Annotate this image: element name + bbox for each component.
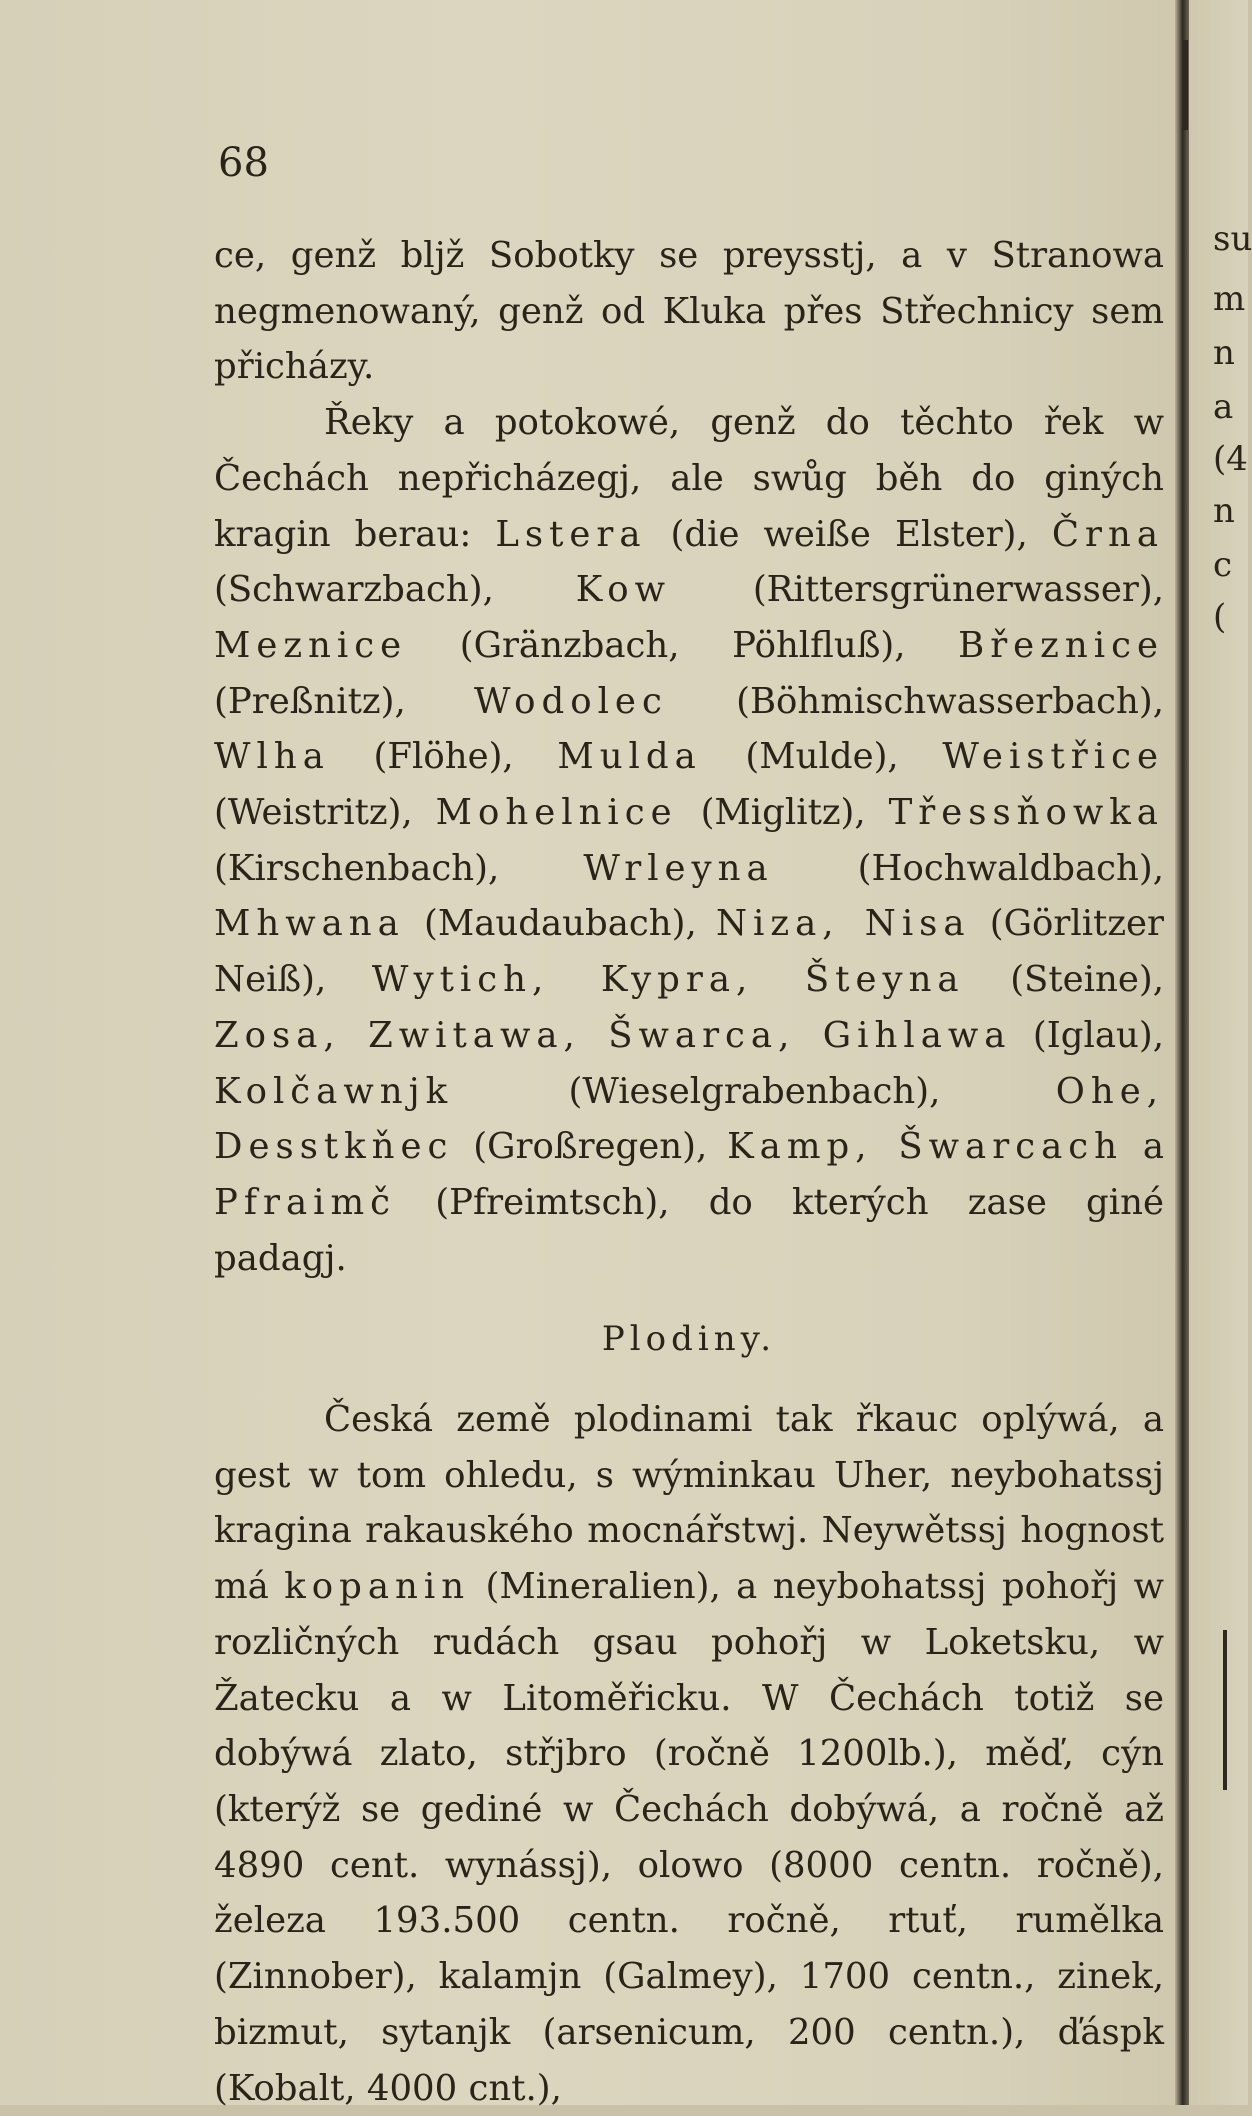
paragraph-text: (Mineralien), a neybohatssj pohořj w rozličných rudách gsau pohořj w Loketsku, w Žatecku a w Litoměřicku. W Čechách totiž se dobýwá zlato, střjbro (ročně 1200lb.), měď, cýn (kterýž se gediné w Čechách dobýwá, a ročně až 4890 cent. wynássj), olowo (8000 centn. ročně), železa 193.500 centn. ročně, rtuť, rumělka (Zinnober), kalamjn (Galmey), 1700 centn., zinek, bizmut, sytanjk (arsenicum, 200 centn.), ďáspk (Kobalt, 4000 cnt.),	[214, 1566, 1164, 2109]
facing-page-fragment: a	[1213, 387, 1234, 427]
paragraph-text: (Pfreimtsch), do kterých zase giné padagj.	[214, 1181, 1164, 1279]
river-name: Ohe, Desstkňec	[214, 1070, 1164, 1168]
river-name: Pfraimč	[214, 1181, 397, 1223]
paragraph-text: Česká země plodinami tak řkauc oplýwá, a gest w tom ohledu, s wýminkau Uher, neybohatssj kragina rakauského mocnářstwj. Neywětssj hognost má	[214, 1399, 1164, 1608]
paragraph-text: (Mulde),	[701, 736, 943, 778]
paragraph-text: (Iglau),	[1011, 1014, 1164, 1056]
river-name: Kow	[575, 569, 672, 611]
book-gutter	[1175, 0, 1189, 2105]
facing-page-fragment: n	[1213, 491, 1235, 531]
paragraph-text: (Gränzbach, Pöhlfluß),	[407, 624, 959, 666]
paragraph-text: (Görlitzer Neiß),	[214, 903, 1164, 1001]
river-name: Črna	[1051, 513, 1164, 555]
paragraph-text: (Flöhe),	[329, 736, 558, 778]
page-body	[214, 228, 1164, 2116]
paragraph-text: (Miglitz),	[677, 792, 889, 834]
facing-page-fragment: (4	[1213, 439, 1248, 479]
river-name: Wlha	[214, 736, 330, 778]
paragraph-text: (Maudaubach),	[404, 903, 716, 945]
river-name: Mohelnice	[435, 792, 678, 834]
facing-page-fragment: (	[1213, 597, 1227, 637]
paragraph-text: (Weistritz),	[214, 792, 436, 834]
paragraph-continuation: ce, genž bljž Sobotky se preysstj, a v Stranowa negmenowaný, genž od Kluka přes Střechnicy sem přicházy.	[214, 235, 1164, 388]
facing-page-fragment: n	[1213, 333, 1235, 373]
page-number: 68	[218, 140, 269, 186]
paragraph-text: (Schwarzbach),	[214, 569, 576, 611]
section-heading: Plodiny.	[601, 1319, 777, 1360]
river-name: Kolčawnjk	[214, 1070, 454, 1112]
ink-mark	[1223, 1630, 1227, 1790]
river-name: Mhwana	[214, 903, 405, 945]
facing-page-fragment: su	[1213, 219, 1252, 259]
river-name: Weistřice	[942, 736, 1164, 778]
paragraph-text: Řeky a potokowé, genž do těchto řek w Čechách nepřicházegj, ale swůg běh do giných kragin berau:	[214, 402, 1164, 555]
paragraph-rivers	[214, 395, 1164, 1286]
emphasized-term: kopanin	[284, 1566, 471, 1608]
ink-mark	[1183, 40, 1188, 130]
paragraph-products	[214, 1392, 1164, 2116]
paragraph-text: (Hochwaldbach),	[773, 847, 1164, 889]
river-name: Třessňowka	[888, 792, 1164, 834]
paragraph-text: (Wieselgrabenbach),	[453, 1070, 1056, 1112]
paragraph-text: (Kirschenbach),	[214, 847, 584, 889]
paragraph-text: (die weiße Elster),	[646, 513, 1052, 555]
paragraph-text: (Böhmischwasserbach),	[667, 680, 1164, 722]
paragraph-text: (Rittersgrünerwasser),	[671, 569, 1164, 611]
river-name: Mulda	[557, 736, 702, 778]
river-name: Meznice	[214, 624, 408, 666]
river-name: Březnice	[958, 624, 1164, 666]
river-name: Lstera	[495, 513, 647, 555]
paragraph-text: (Preßnitz),	[214, 680, 475, 722]
facing-page-fragment: m	[1213, 279, 1246, 319]
paragraph-text: (Großregen),	[453, 1126, 728, 1168]
river-name: Wytich, Kypra, Šteyna	[371, 959, 965, 1001]
river-name: Kamp, Šwarcach	[727, 1126, 1123, 1168]
paragraph-text: a	[1122, 1126, 1164, 1168]
river-name: Wodolec	[474, 680, 668, 722]
river-name: Niza, Nisa	[715, 903, 971, 945]
facing-page-edge	[1189, 0, 1252, 2105]
river-name: Zosa, Zwitawa, Šwarca, Gihlawa	[214, 1014, 1012, 1056]
facing-page-fragment: c	[1213, 545, 1233, 585]
river-name: Wrleyna	[583, 847, 774, 889]
paragraph-text: (Steine),	[964, 959, 1165, 1001]
